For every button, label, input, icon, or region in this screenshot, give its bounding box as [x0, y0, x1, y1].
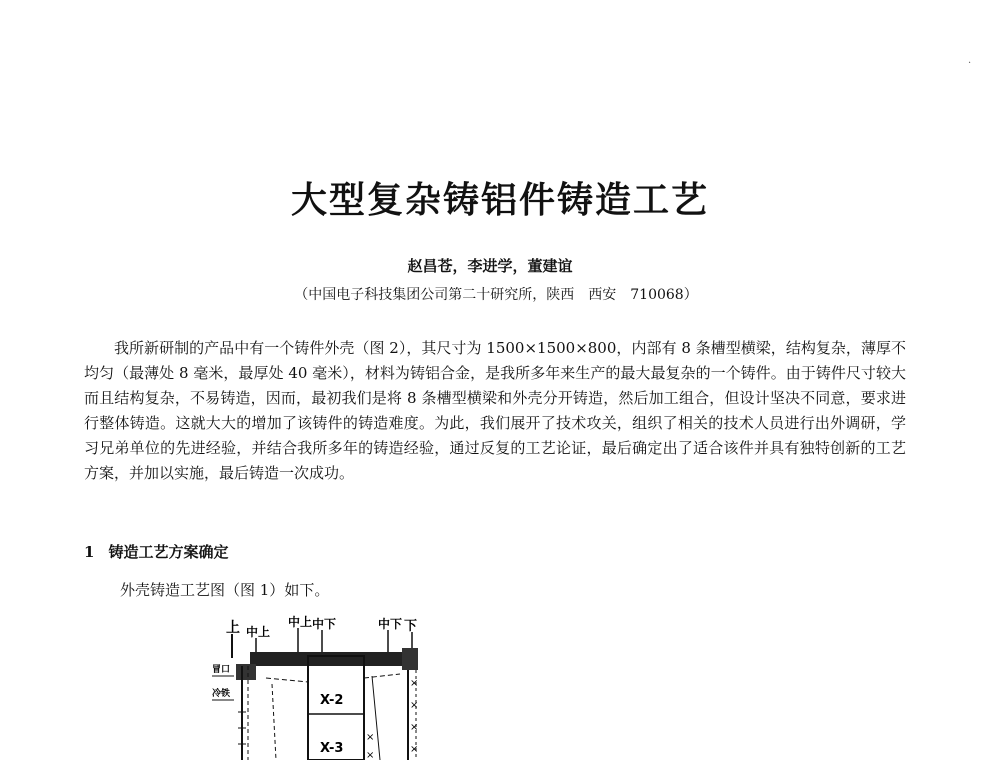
chill-mark-4: × [410, 744, 419, 755]
chill-mark-1: × [410, 678, 419, 689]
paper-title: 大型复杂铸铝件铸造工艺 [290, 180, 709, 221]
label-chill: 冷铁 [212, 689, 231, 699]
section-label-x2: X-2 [320, 693, 344, 708]
scan-mark: · [968, 58, 972, 69]
label-riser: 冒口 [212, 665, 231, 675]
label-top-zhongshang-1: 中上 [246, 625, 271, 639]
rib-line-1 [266, 678, 308, 682]
chill-mark-5: × [366, 732, 375, 743]
chill-mark-6: × [366, 750, 375, 760]
riser-block [236, 664, 256, 680]
chill-mark-2: × [410, 700, 419, 711]
right-riser [402, 648, 418, 670]
paper-authors: 赵昌苍，李进学，董建谊 [407, 257, 573, 275]
rib-line-2 [364, 674, 400, 678]
slant-rib [372, 676, 380, 760]
label-top-zhongxia-1: 中下 [312, 617, 337, 631]
label-top-zhongshang-2: 中上 [288, 615, 313, 629]
intro-paragraph: 我所新研制的产品中有一个铸件外壳（图 2），其尺寸为 1500×1500×800，内部有 8 条槽型横梁，结构复杂，薄厚不均匀（最薄处 8 毫米，最厚处 40 毫米），材料为铸铝合金，是我所多年来生产的最大最复杂的一个铸件。由于铸件尺寸较大而且结构复杂，不易铸造，因而，最初我们是将 8 条槽型横梁和外壳分开铸造，然后加工组合，但设计坚决不同意，要求进行整体铸造。这就大大的增加了该铸件的铸造难度。为此，我们展开了技术攻关，组织了相关的技术人员进行出外调研，学习兄弟单位的先进经验，并结合我所多年的铸造经验，通过反复的工艺论证，最后确定出了适合该件并具有独特创新的工艺方案，并加以实施，最后铸造一次成功。 [84, 339, 906, 482]
chill-mark-3: × [410, 722, 419, 733]
label-top-zhongxia-2: 中下 [378, 617, 403, 631]
casting-process-figure [212, 612, 432, 760]
left-rib [272, 684, 276, 760]
section-title: 铸造工艺方案确定 [108, 543, 229, 561]
section-1-heading [84, 541, 228, 562]
paper-affiliation: （中国电子科技集团公司第二十研究所，陕西 西安 710068） [294, 287, 698, 303]
casting-drawing [212, 612, 432, 760]
section-label-x3: X-3 [320, 741, 344, 756]
top-flange [250, 652, 410, 666]
label-top-shang: 上 [226, 620, 240, 636]
section-number: 1 [84, 543, 95, 561]
label-top-xia: 下 [404, 619, 418, 634]
figure-intro-text: 外壳铸造工艺图（图 1）如下。 [120, 581, 330, 599]
